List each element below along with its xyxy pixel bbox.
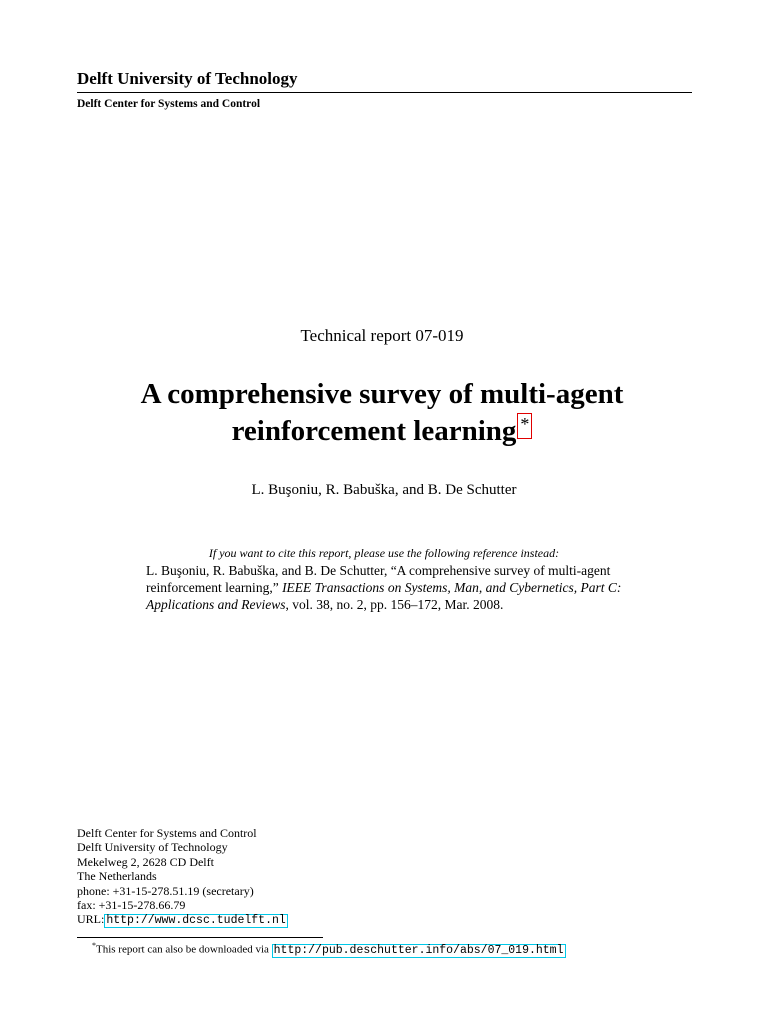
citation-journal: IEEE Transactions on Systems, Man, and Cybernetics, Part C: Applications and Reviews bbox=[146, 580, 622, 612]
address-block bbox=[77, 826, 288, 928]
citation-reference bbox=[146, 562, 626, 613]
footnote bbox=[92, 941, 566, 958]
download-url-link[interactable]: http://pub.deschutter.info/abs/07_019.html bbox=[273, 943, 564, 957]
university-name: Delft University of Technology bbox=[77, 69, 298, 88]
header-rule bbox=[77, 92, 692, 93]
citation-details: , vol. 38, no. 2, pp. 156–172, Mar. 2008. bbox=[285, 597, 504, 612]
report-title bbox=[0, 376, 764, 450]
title-line-2 bbox=[0, 413, 764, 450]
title-line-2-text: reinforcement learning bbox=[231, 415, 517, 447]
dcsc-url-link[interactable]: http://www.dcsc.tudelft.nl bbox=[106, 914, 286, 928]
citation-note: If you want to cite this report, please use the following reference instead: bbox=[208, 546, 560, 560]
address-line: The Netherlands bbox=[77, 869, 157, 884]
title-footnote-link[interactable]: * bbox=[517, 413, 532, 439]
title-line-1: A comprehensive survey of multi-agent bbox=[140, 378, 624, 410]
footnote-rule bbox=[77, 937, 323, 938]
address-line: Delft Center for Systems and Control bbox=[77, 826, 257, 840]
authors: L. Buşoniu, R. Babuška, and B. De Schutter bbox=[251, 482, 517, 498]
address-line: Mekelweg 2, 2628 CD Delft bbox=[77, 854, 214, 869]
address-phone: phone: +31-15-278.51.19 (secretary) bbox=[77, 883, 254, 898]
footnote-text: This report can also be downloaded via bbox=[96, 943, 272, 956]
address-line: Delft University of Technology bbox=[77, 840, 228, 855]
footnote-mark: * bbox=[92, 941, 96, 950]
address-fax: fax: +31-15-278.66.79 bbox=[77, 898, 186, 913]
report-number: Technical report 07-019 bbox=[300, 326, 464, 345]
department-name: Delft Center for Systems and Control bbox=[77, 98, 261, 110]
url-label: URL: bbox=[77, 912, 105, 927]
citation-authors-title: L. Buşoniu, R. Babuška, and B. De Schutter, “A comprehensive survey of multi-agent reinforcement learning,” bbox=[146, 563, 611, 595]
address-url-line bbox=[77, 912, 288, 928]
